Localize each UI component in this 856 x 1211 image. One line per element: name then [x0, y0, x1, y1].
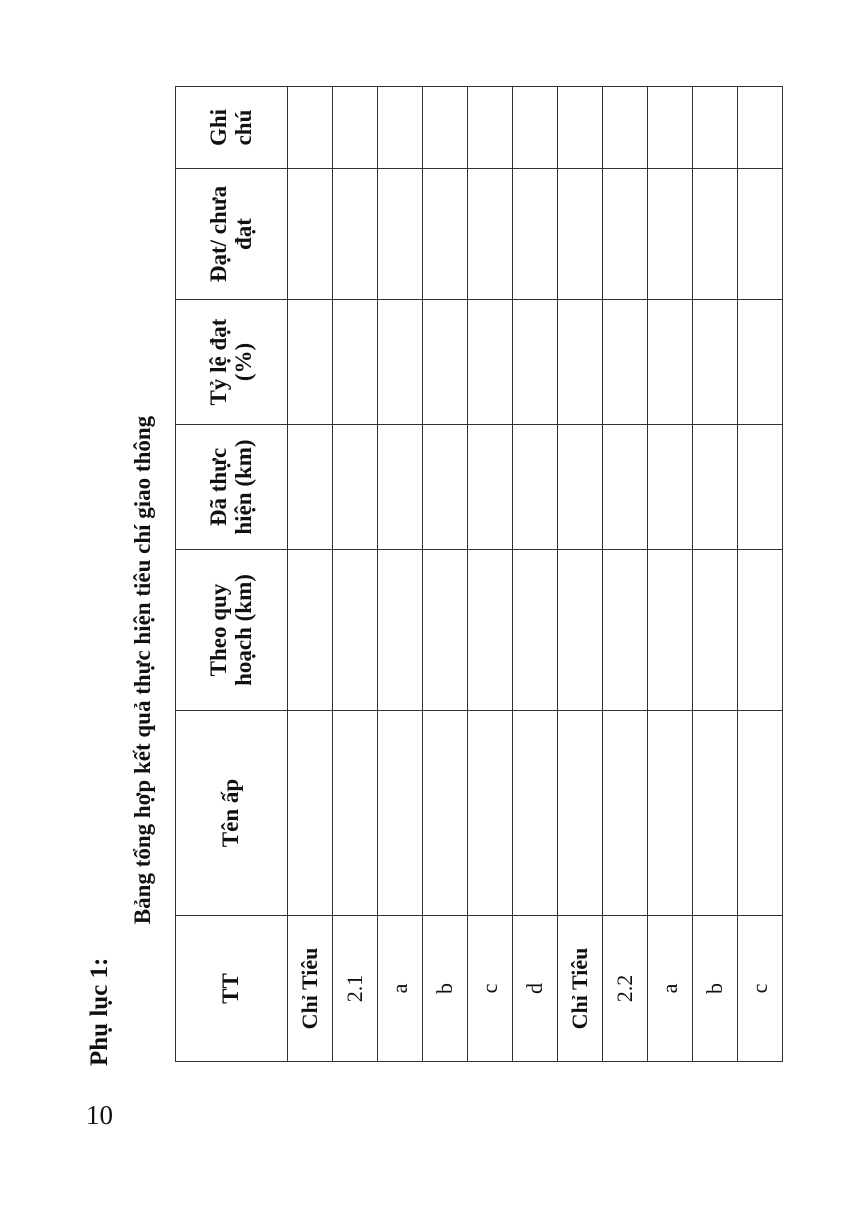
cell-empty: [423, 87, 468, 169]
cell-empty: [513, 550, 558, 711]
table-body: [288, 87, 783, 1062]
cell-empty: [648, 711, 693, 916]
header-ten-ap: Tên ấp: [176, 711, 288, 916]
table-title: Bảng tổng hợp kết quả thực hiện tiêu chí giao thông: [130, 415, 155, 925]
cell-empty: [333, 711, 378, 916]
table-row: [558, 87, 603, 1062]
cell-empty: [693, 425, 738, 550]
cell-tt: 2.1: [333, 916, 378, 1062]
cell-empty: [738, 711, 783, 916]
header-theo-quy-hoach: Theo quy hoạch (km): [176, 550, 288, 711]
cell-empty: [603, 550, 648, 711]
cell-empty: [288, 711, 333, 916]
cell-tt: a: [648, 916, 693, 1062]
cell-empty: [558, 169, 603, 300]
header-da-thuc-hien: Đã thực hiện (km): [176, 425, 288, 550]
cell-tt: 2.2: [603, 916, 648, 1062]
cell-empty: [333, 169, 378, 300]
cell-empty: [513, 87, 558, 169]
cell-empty: [648, 87, 693, 169]
cell-empty: [423, 550, 468, 711]
cell-empty: [603, 300, 648, 425]
cell-empty: [378, 300, 423, 425]
cell-empty: [513, 300, 558, 425]
table-row: [513, 87, 558, 1062]
page-number: 10: [86, 1100, 113, 1130]
cell-empty: [603, 425, 648, 550]
header-row: [176, 87, 288, 1062]
table-row: [693, 87, 738, 1062]
cell-tt: b: [423, 916, 468, 1062]
cell-empty: [378, 711, 423, 916]
cell-empty: [648, 550, 693, 711]
cell-empty: [693, 169, 738, 300]
results-table: [175, 86, 783, 1062]
cell-empty: [288, 550, 333, 711]
header-dat-chua-dat: Đạt/ chưa đạt: [176, 169, 288, 300]
cell-tt: Chỉ Tiêu: [558, 916, 603, 1062]
cell-empty: [603, 169, 648, 300]
cell-empty: [468, 87, 513, 169]
header-ty-le-dat: Tỷ lệ đạt (%): [176, 300, 288, 425]
table-row: [423, 87, 468, 1062]
cell-empty: [468, 169, 513, 300]
cell-empty: [513, 169, 558, 300]
table-row: [648, 87, 693, 1062]
header-tt: TT: [176, 916, 288, 1062]
cell-empty: [288, 300, 333, 425]
cell-tt: d: [513, 916, 558, 1062]
cell-empty: [738, 300, 783, 425]
results-table-container: [175, 87, 772, 1062]
cell-empty: [423, 425, 468, 550]
cell-empty: [333, 300, 378, 425]
cell-tt: Chỉ Tiêu: [288, 916, 333, 1062]
cell-empty: [738, 425, 783, 550]
cell-empty: [423, 169, 468, 300]
table-row: [468, 87, 513, 1062]
cell-empty: [738, 550, 783, 711]
cell-empty: [333, 550, 378, 711]
cell-empty: [333, 425, 378, 550]
cell-tt: c: [468, 916, 513, 1062]
cell-empty: [738, 87, 783, 169]
cell-empty: [558, 300, 603, 425]
cell-tt: b: [693, 916, 738, 1062]
cell-empty: [378, 425, 423, 550]
header-ghi-chu: Ghi chú: [176, 87, 288, 169]
table-row: [333, 87, 378, 1062]
cell-empty: [648, 425, 693, 550]
cell-empty: [378, 87, 423, 169]
cell-empty: [468, 425, 513, 550]
cell-empty: [423, 300, 468, 425]
cell-empty: [513, 711, 558, 916]
cell-empty: [378, 169, 423, 300]
cell-empty: [333, 87, 378, 169]
cell-tt: c: [738, 916, 783, 1062]
cell-empty: [693, 711, 738, 916]
table-row: [288, 87, 333, 1062]
cell-empty: [603, 711, 648, 916]
cell-empty: [468, 711, 513, 916]
cell-empty: [693, 300, 738, 425]
cell-empty: [648, 169, 693, 300]
cell-empty: [468, 300, 513, 425]
cell-empty: [738, 169, 783, 300]
cell-empty: [423, 711, 468, 916]
cell-empty: [288, 169, 333, 300]
cell-empty: [648, 300, 693, 425]
cell-empty: [513, 425, 558, 550]
cell-empty: [288, 425, 333, 550]
cell-empty: [693, 87, 738, 169]
cell-empty: [378, 550, 423, 711]
cell-empty: [468, 550, 513, 711]
cell-empty: [603, 87, 648, 169]
cell-empty: [558, 550, 603, 711]
appendix-label: Phụ lục 1:: [86, 957, 113, 1066]
table-row: [378, 87, 423, 1062]
cell-tt: a: [378, 916, 423, 1062]
cell-empty: [558, 711, 603, 916]
cell-empty: [693, 550, 738, 711]
table-row: [603, 87, 648, 1062]
cell-empty: [558, 87, 603, 169]
table-row: [738, 87, 783, 1062]
cell-empty: [558, 425, 603, 550]
cell-empty: [288, 87, 333, 169]
